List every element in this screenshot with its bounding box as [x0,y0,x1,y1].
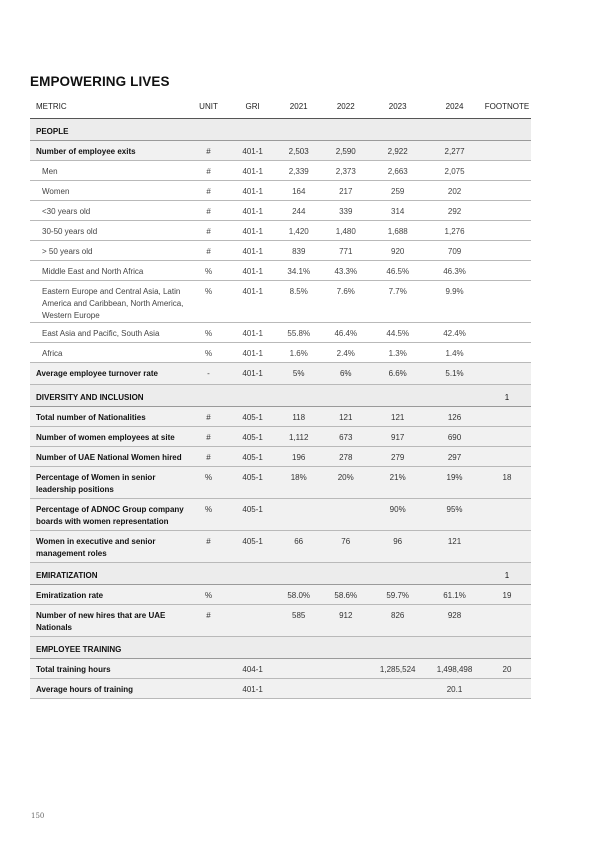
unit-cell: # [206,413,211,422]
table-row [30,447,531,467]
metric-cell: <30 years old [42,207,91,216]
value-2021: 1.6% [289,349,308,358]
metric-cell: Women [42,187,70,196]
col-unit: UNIT [199,102,218,111]
gri-cell: 405-1 [242,413,263,422]
value-2023: 6.6% [388,369,407,378]
unit-cell: # [206,611,211,620]
value-2023: 7.7% [388,287,407,296]
value-2024: 928 [447,611,462,620]
value-2023: 2,922 [387,147,408,156]
value-2024: 2,277 [444,147,465,156]
metric-cell: Women in executive and senior management roles [36,537,156,558]
col-gri: GRI [245,102,260,111]
value-2023: 44.5% [386,329,410,338]
unit-cell: # [206,167,211,176]
value-2024: 202 [447,187,462,196]
value-2024: 9.9% [445,287,464,296]
metric-cell: Average hours of training [36,685,134,694]
unit-cell: # [206,433,211,442]
table-row [30,181,531,201]
gri-cell: 401-1 [242,369,263,378]
value-2021: 2,503 [288,147,309,156]
metrics-table [30,96,531,699]
table-row [30,659,531,679]
value-2024: 42.4% [443,329,466,338]
gri-cell: 404-1 [242,665,263,674]
gri-cell: 401-1 [242,147,263,156]
gri-cell: 401-1 [242,167,263,176]
metric-cell: East Asia and Pacific, South Asia [42,329,160,338]
value-2023: 21% [389,473,406,482]
footnote-cell: 18 [502,473,512,482]
unit-cell: % [205,349,213,358]
unit-cell: % [205,329,213,338]
unit-cell: # [206,247,211,256]
metric-cell: Number of new hires that are UAE Nationals [36,611,166,632]
gri-cell: 401-1 [242,329,263,338]
value-2021: 18% [290,473,307,482]
value-2023: 917 [391,433,405,442]
value-2022: 2,373 [335,167,356,176]
value-2024: 126 [447,413,462,422]
value-2024: 46.3% [443,267,466,276]
metric-cell: Emiratization rate [36,591,104,600]
value-2021: 2,339 [288,167,309,176]
section-row [30,119,531,141]
metric-cell: > 50 years old [42,247,93,256]
value-2022: 1,480 [335,227,356,236]
value-2021: 8.5% [289,287,308,296]
col-2022: 2022 [336,102,355,111]
metric-cell: EMIRATIZATION [36,571,98,580]
table-row [30,241,531,261]
value-2024: 297 [447,453,462,462]
value-2022: 912 [339,611,353,620]
table-row [30,221,531,241]
value-2021: 118 [292,413,306,422]
table-row [30,531,531,563]
metric-cell: Total number of Nationalities [36,413,146,422]
value-2023: 1.3% [388,349,407,358]
unit-cell: # [206,227,211,236]
gri-cell: 405-1 [242,433,263,442]
value-2024: 95% [446,505,463,514]
value-2022: 673 [339,433,353,442]
table-row [30,363,531,385]
footnote-cell: 19 [502,591,512,600]
table-row [30,323,531,343]
table-row [30,141,531,161]
section-row [30,385,531,407]
value-2022: 76 [341,537,351,546]
value-2021: 1,420 [288,227,309,236]
unit-cell: % [204,473,213,482]
value-2021: 244 [292,207,306,216]
value-2023: 259 [391,187,405,196]
footnote-cell: 20 [502,665,512,674]
unit-cell: # [206,207,211,216]
value-2022: 46.4% [334,329,358,338]
metric-cell: Men [42,167,58,176]
gri-cell: 401-1 [242,685,263,694]
gri-cell: 401-1 [242,227,263,236]
col-2021: 2021 [289,102,308,111]
value-2023: 2,663 [387,167,408,176]
metric-cell: Eastern Europe and Central Asia, Latin America and Caribbean, North America, Western Europe [42,287,184,320]
value-2022: 217 [339,187,353,196]
value-2024: 5.1% [445,369,464,378]
metric-cell: Average employee turnover rate [36,369,158,378]
metric-cell: Percentage of Women in senior leadership positions [36,473,156,494]
footnote-cell: 1 [504,393,510,402]
unit-cell: % [205,287,213,296]
value-2022: 771 [339,247,353,256]
metric-cell: Number of UAE National Women hired [36,453,182,462]
gri-cell: 401-1 [242,267,263,276]
unit-cell: % [204,591,213,600]
section-row [30,563,531,585]
table-row [30,679,531,699]
table-row [30,585,531,605]
table-row [30,201,531,221]
value-2024: 690 [447,433,462,442]
metric-cell: EMPLOYEE TRAINING [36,645,122,654]
metric-cell: DIVERSITY AND INCLUSION [36,393,144,402]
col-2023: 2023 [388,102,407,111]
value-2021: 196 [292,453,306,462]
value-2023: 1,285,524 [379,665,416,674]
metric-cell: Percentage of ADNOC Group company boards with women representation [36,505,184,526]
table-row [30,343,531,363]
gri-cell: 405-1 [242,473,263,482]
gri-cell: 405-1 [242,505,263,514]
value-2022: 2.4% [336,349,355,358]
value-2021: 1,112 [288,433,309,442]
value-2021: 34.1% [287,267,311,276]
value-2022: 6% [339,369,352,378]
gri-cell: 401-1 [242,187,263,196]
value-2022: 43.3% [334,267,358,276]
unit-cell: - [207,369,210,378]
value-2023: 59.7% [386,591,410,600]
value-2022: 339 [339,207,353,216]
value-2024: 709 [447,247,462,256]
value-2023: 826 [391,611,405,620]
value-2022: 2,590 [335,147,356,156]
metric-cell: Number of women employees at site [36,433,175,442]
value-2022: 20% [337,473,354,482]
metric-cell: 30-50 years old [42,227,98,236]
unit-cell: # [206,537,211,546]
value-2021: 66 [294,537,304,546]
value-2021: 585 [292,611,306,620]
metric-cell: Total training hours [36,665,111,674]
table-row [30,427,531,447]
unit-cell: % [204,505,213,514]
metric-cell: PEOPLE [36,127,69,136]
footnote-cell: 1 [504,571,510,580]
unit-cell: % [205,267,213,276]
gri-cell: 401-1 [242,207,263,216]
value-2023: 121 [391,413,405,422]
value-2022: 7.6% [336,287,355,296]
gri-cell: 401-1 [242,247,263,256]
col-footnote: FOOTNOTE [484,102,530,111]
value-2024: 2,075 [444,167,465,176]
value-2022: 58.6% [334,591,358,600]
gri-cell: 401-1 [242,349,263,358]
section-row [30,637,531,659]
value-2023: 1,688 [387,227,408,236]
value-2022: 121 [339,413,353,422]
value-2023: 46.5% [386,267,410,276]
gri-cell: 405-1 [242,537,263,546]
value-2021: 55.8% [287,329,311,338]
value-2024: 1.4% [445,349,464,358]
value-2023: 920 [391,247,405,256]
page-number: 150 [31,812,45,820]
value-2021: 839 [292,247,306,256]
unit-cell: # [206,187,211,196]
metric-cell: Number of employee exits [36,147,136,156]
value-2024: 61.1% [443,591,466,600]
value-2021: 58.0% [287,591,311,600]
unit-cell: # [206,453,211,462]
value-2024: 20.1 [446,685,463,694]
metric-cell: Africa [42,349,63,358]
value-2023: 314 [391,207,405,216]
value-2024: 1,498,498 [436,665,473,674]
unit-cell: # [206,147,211,156]
value-2021: 5% [292,369,305,378]
value-2024: 121 [447,537,462,546]
value-2023: 96 [393,537,403,546]
table-row [30,605,531,637]
metric-cell: Middle East and North Africa [42,267,144,276]
value-2024: 19% [446,473,463,482]
value-2021: 164 [292,187,306,196]
value-2022: 278 [339,453,353,462]
section-title: EMPOWERING LIVES [30,74,170,89]
col-2024: 2024 [445,102,464,111]
table-header [30,96,531,119]
table-row [30,161,531,181]
col-metric: METRIC [36,102,67,111]
gri-cell: 401-1 [242,287,263,296]
table-row [30,407,531,427]
table-row [30,467,531,499]
table-row [30,281,531,323]
table-row [30,261,531,281]
value-2023: 90% [389,505,406,514]
value-2023: 279 [391,453,405,462]
value-2024: 292 [447,207,462,216]
table-row [30,499,531,531]
table-body [30,119,531,699]
value-2024: 1,276 [444,227,465,236]
gri-cell: 405-1 [242,453,263,462]
